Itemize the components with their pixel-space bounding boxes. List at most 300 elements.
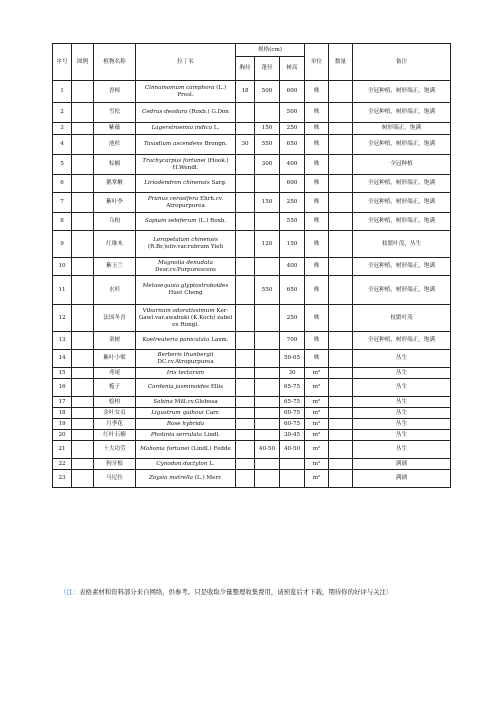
cell-dbh	[236, 123, 255, 135]
cell-dbh	[236, 193, 255, 213]
cell-crown	[255, 258, 280, 276]
cell-height: 700	[280, 332, 305, 350]
table-row	[53, 81, 451, 103]
cell-latin-name	[136, 332, 236, 350]
table-row	[53, 441, 451, 459]
latin-binomial: Ligustrum quihoui	[151, 409, 204, 416]
latin-authority: Carr.	[205, 409, 220, 416]
cell-plant-name: 乌桕	[94, 213, 136, 231]
cell-seq: 20	[53, 430, 72, 441]
cell-crown: 300	[255, 155, 280, 175]
cell-remark: 全冠种植，树形端正，饱满	[353, 276, 451, 305]
cell-legend	[72, 459, 94, 470]
cell-dbh	[236, 175, 255, 193]
cell-legend	[72, 193, 94, 213]
cell-legend	[72, 213, 94, 231]
cell-unit: 株	[305, 276, 329, 305]
cell-unit: 株	[305, 155, 329, 175]
cell-dbh	[236, 258, 255, 276]
table-row	[53, 430, 451, 441]
cell-unit: m²	[305, 397, 329, 408]
latin-binomial: Photinia serrulata	[150, 431, 203, 438]
latin-authority: Laxm.	[211, 337, 229, 343]
cell-latin-name	[136, 430, 236, 441]
cell-crown	[255, 397, 280, 408]
cell-height: 650	[280, 276, 305, 305]
latin-authority: Lindl.	[203, 431, 221, 438]
cell-remark: 丛生	[353, 379, 451, 397]
cell-height: 60-75	[280, 419, 305, 430]
cell-plant-name: 香樟	[94, 81, 136, 103]
cell-unit: m²	[305, 368, 329, 379]
cell-plant-name: 马尼拉	[94, 470, 136, 488]
cell-legend	[72, 368, 94, 379]
table-row	[53, 305, 451, 332]
cell-height: 400	[280, 155, 305, 175]
table-row	[53, 213, 451, 231]
table-row	[53, 276, 451, 305]
cell-remark: 丛生	[353, 430, 451, 441]
cell-dbh	[236, 441, 255, 459]
table-row	[53, 470, 451, 488]
header-dbh: 胸径	[236, 57, 255, 81]
cell-dbh	[236, 419, 255, 430]
cell-unit: 株	[305, 135, 329, 155]
cell-remark: 丛生	[353, 350, 451, 368]
cell-plant-name: 法国冬青	[94, 305, 136, 332]
header-height: 树高	[280, 57, 305, 81]
cell-legend	[72, 231, 94, 258]
footnote-close: ）	[385, 588, 393, 596]
cell-plant-name: 雪松	[94, 103, 136, 123]
cell-dbh: 30	[236, 135, 255, 155]
table-row	[53, 419, 451, 430]
cell-seq: 8	[53, 213, 72, 231]
cell-qty	[329, 175, 353, 193]
cell-remark: 树形端正，饱满	[353, 123, 451, 135]
latin-authority: Brongn.	[204, 141, 228, 147]
cell-plant-name: 红叶石楠	[94, 430, 136, 441]
cell-height: 250	[280, 193, 305, 213]
cell-height: 60-75	[280, 408, 305, 419]
cell-latin-name	[136, 368, 236, 379]
cell-crown: 500	[255, 81, 280, 103]
header-legend: 图例	[72, 44, 94, 81]
cell-crown	[255, 408, 280, 419]
cell-qty	[329, 470, 353, 488]
cell-unit: m²	[305, 441, 329, 459]
cell-crown: 550	[255, 135, 280, 155]
latin-authority: Huet Cheng	[168, 290, 203, 296]
table-row	[53, 155, 451, 175]
table-row	[53, 459, 451, 470]
cell-height: 650	[280, 135, 305, 155]
table-row	[53, 103, 451, 123]
cell-latin-name	[136, 379, 236, 397]
cell-latin-name	[136, 459, 236, 470]
latin-authority: (L.) Presl.	[177, 84, 227, 98]
cell-crown: 150	[255, 193, 280, 213]
cell-legend	[72, 103, 94, 123]
cell-qty	[329, 459, 353, 470]
header-unit: 单位	[305, 44, 329, 81]
cell-crown	[255, 213, 280, 231]
cell-qty	[329, 276, 353, 305]
cell-latin-name	[136, 258, 236, 276]
footnote-label: 注：	[66, 588, 80, 596]
cell-dbh	[236, 397, 255, 408]
cell-height: 600	[280, 175, 305, 193]
cell-qty	[329, 332, 353, 350]
cell-seq: 11	[53, 276, 72, 305]
cell-unit: m²	[305, 459, 329, 470]
cell-latin-name	[136, 397, 236, 408]
cell-qty	[329, 350, 353, 368]
latin-binomial: Prunus cerasifera	[147, 195, 199, 202]
cell-remark: 全冠种植，树形端正，饱满	[353, 213, 451, 231]
cell-unit: 株	[305, 81, 329, 103]
latin-authority: (Hook.) H.Wendl.	[172, 157, 229, 171]
cell-latin-name	[136, 135, 236, 155]
cell-height: 500	[280, 103, 305, 123]
latin-authority: Sarg.	[211, 180, 227, 186]
cell-qty	[329, 419, 353, 430]
latin-binomial: Liriodendron chinensis	[144, 180, 210, 186]
cell-unit: m²	[305, 408, 329, 419]
cell-height: 30-45	[280, 430, 305, 441]
cell-seq: 23	[53, 470, 72, 488]
cell-remark: 全冠种植，树形端正，饱满	[353, 103, 451, 123]
cell-legend	[72, 276, 94, 305]
cell-remark: 丛生	[353, 408, 451, 419]
cell-crown	[255, 368, 280, 379]
latin-binomial: Rose hybrida	[166, 420, 205, 427]
cell-plant-name: 桧柏	[94, 397, 136, 408]
cell-legend	[72, 397, 94, 408]
cell-qty	[329, 193, 353, 213]
cell-qty	[329, 123, 353, 135]
cell-crown	[255, 419, 280, 430]
cell-latin-name	[136, 419, 236, 430]
latin-binomial: Berberis thunbergii	[157, 351, 214, 358]
cell-remark: 满铺	[353, 470, 451, 488]
cell-plant-name: 鸢尾	[94, 368, 136, 379]
cell-plant-name: 紫玉兰	[94, 258, 136, 276]
cell-seq: 15	[53, 368, 72, 379]
latin-authority: Ker-Gawl.var.awabuki (K.Koch) zabel ex Rungl.	[138, 307, 233, 328]
table-row	[53, 175, 451, 193]
cell-height: 65-75	[280, 397, 305, 408]
cell-seq: 9	[53, 231, 72, 258]
cell-crown	[255, 103, 280, 123]
table-row	[53, 231, 451, 258]
cell-qty	[329, 397, 353, 408]
cell-dbh	[236, 350, 255, 368]
cell-remark: 全冠种植，树形端正，饱满	[353, 135, 451, 155]
cell-unit: 株	[305, 175, 329, 193]
latin-authority: (L.) Merr.	[194, 475, 222, 481]
cell-legend	[72, 379, 94, 397]
latin-binomial: Magnolia denudata	[158, 259, 213, 266]
cell-dbh	[236, 213, 255, 231]
cell-crown: 120	[255, 231, 280, 258]
cell-plant-name: 紫叶李	[94, 193, 136, 213]
latin-binomial: Trachycarpus fortunei	[142, 157, 206, 164]
cell-plant-name: 金叶女贞	[94, 408, 136, 419]
cell-plant-name: 池杉	[94, 135, 136, 155]
cell-height: 600	[280, 81, 305, 103]
cell-dbh: 18	[236, 81, 255, 103]
header-seq: 序号	[53, 44, 72, 81]
cell-legend	[72, 81, 94, 103]
header-remark: 备注	[353, 44, 451, 81]
cell-crown: 40-50	[255, 441, 280, 459]
latin-binomial: Cedrus deodara	[142, 109, 188, 115]
cell-plant-name: 月季花	[94, 419, 136, 430]
cell-remark: 全冠种植，树形端正，饱满	[353, 81, 451, 103]
cell-plant-name: 狗牙根	[94, 459, 136, 470]
cell-remark: 全冠种植，树形端正，饱满	[353, 258, 451, 276]
cell-crown: 550	[255, 276, 280, 305]
cell-dbh	[236, 408, 255, 419]
cell-remark: 满铺	[353, 459, 451, 470]
cell-remark: 全冠种植，树形端正，饱满	[353, 332, 451, 350]
cell-unit: 株	[305, 350, 329, 368]
cell-latin-name	[136, 441, 236, 459]
cell-unit: 株	[305, 103, 329, 123]
cell-qty	[329, 81, 353, 103]
cell-dbh	[236, 231, 255, 258]
latin-authority: (L.) Roxb.	[198, 218, 227, 224]
cell-seq: 10	[53, 258, 72, 276]
cell-plant-name: 栾树	[94, 332, 136, 350]
footnote	[60, 588, 460, 596]
cell-latin-name	[136, 213, 236, 231]
cell-seq: 5	[53, 155, 72, 175]
cell-latin-name	[136, 350, 236, 368]
cell-latin-name	[136, 193, 236, 213]
cell-seq: 17	[53, 397, 72, 408]
cell-latin-name	[136, 408, 236, 419]
cell-height: 250	[280, 123, 305, 135]
cell-qty	[329, 430, 353, 441]
header-latin-name: 拉丁名	[136, 44, 236, 81]
cell-dbh	[236, 379, 255, 397]
cell-qty	[329, 258, 353, 276]
cell-qty	[329, 213, 353, 231]
cell-unit: m²	[305, 379, 329, 397]
cell-crown: 150	[255, 123, 280, 135]
table-row	[53, 332, 451, 350]
cell-seq: 3	[53, 123, 72, 135]
cell-latin-name	[136, 175, 236, 193]
cell-dbh	[236, 430, 255, 441]
cell-legend	[72, 175, 94, 193]
cell-dbh	[236, 470, 255, 488]
cell-height: 250	[280, 305, 305, 332]
cell-unit: 株	[305, 332, 329, 350]
cell-seq: 6	[53, 175, 72, 193]
cell-legend	[72, 135, 94, 155]
latin-binomial: Zoysia matrella	[149, 475, 193, 481]
cell-unit: m²	[305, 430, 329, 441]
latin-binomial: Koelreuteria paniculata	[142, 337, 210, 343]
latin-binomial: Sapium sebiferum	[144, 218, 197, 224]
cell-crown	[255, 430, 280, 441]
cell-plant-name: 鹅掌楸	[94, 175, 136, 193]
cell-crown	[255, 332, 280, 350]
cell-remark: 枝繁叶茂，丛生	[353, 231, 451, 258]
cell-unit: 株	[305, 231, 329, 258]
cell-height: 40-50	[280, 441, 305, 459]
latin-binomial: Sabina	[153, 398, 173, 405]
latin-binomial: Cardenia jasminoides	[147, 384, 210, 390]
latin-authority: L.	[209, 460, 215, 467]
cell-dbh	[236, 459, 255, 470]
latin-authority: Desr.cv.Purpurescens	[155, 266, 216, 273]
cell-seq: 22	[53, 459, 72, 470]
cell-plant-name: 十大功劳	[94, 441, 136, 459]
table-row	[53, 350, 451, 368]
footnote-open: （	[60, 588, 67, 596]
latin-authority: (R.Br.)oliv.var.rubrum Yieh	[147, 244, 224, 250]
cell-legend	[72, 470, 94, 488]
cell-qty	[329, 408, 353, 419]
cell-unit: m²	[305, 419, 329, 430]
cell-qty	[329, 379, 353, 397]
cell-qty	[329, 231, 353, 258]
cell-height: 50-65	[280, 350, 305, 368]
table-row	[53, 379, 451, 397]
cell-latin-name	[136, 103, 236, 123]
cell-crown	[255, 175, 280, 193]
cell-qty	[329, 305, 353, 332]
cell-seq: 18	[53, 408, 72, 419]
plant-table	[52, 43, 451, 488]
cell-seq: 14	[53, 350, 72, 368]
cell-latin-name	[136, 155, 236, 175]
table-row	[53, 123, 451, 135]
cell-seq: 1	[53, 81, 72, 103]
cell-legend	[72, 430, 94, 441]
cell-dbh	[236, 332, 255, 350]
cell-legend	[72, 441, 94, 459]
cell-dbh	[236, 103, 255, 123]
latin-authority: DC.cv.Atropurpurea	[157, 358, 214, 365]
cell-height: 400	[280, 258, 305, 276]
latin-binomial: Metasequoia glyptostroboides	[142, 283, 229, 289]
cell-seq: 19	[53, 419, 72, 430]
cell-qty	[329, 155, 353, 175]
cell-latin-name	[136, 276, 236, 305]
latin-authority: (Lindl.) Fedde	[191, 446, 231, 452]
cell-dbh	[236, 276, 255, 305]
cell-legend	[72, 419, 94, 430]
latin-binomial: Viburnum odoratissimum	[142, 307, 215, 314]
cell-legend	[72, 258, 94, 276]
footnote-text: 表格素材和资料部分来自网络，供参考。只是收取少量整理收集费用，请预览后才下载，期待你的好评与关注	[79, 588, 386, 596]
cell-remark: 丛生	[353, 419, 451, 430]
cell-seq: 21	[53, 441, 72, 459]
latin-authority: Ellis	[210, 384, 224, 390]
header-qty: 数量	[329, 44, 353, 81]
latin-authority: L.	[213, 125, 220, 131]
cell-crown	[255, 470, 280, 488]
cell-seq: 16	[53, 379, 72, 397]
cell-remark: 全冠种植	[353, 155, 451, 175]
cell-plant-name: 紫薇	[94, 123, 136, 135]
latin-authority: (Roxb.) G.Don	[189, 109, 229, 115]
cell-unit: 株	[305, 258, 329, 276]
cell-crown	[255, 459, 280, 470]
cell-remark: 全冠种植，树形端正，饱满	[353, 193, 451, 213]
header-spec: 规格(cm)	[236, 44, 305, 57]
cell-height	[280, 459, 305, 470]
cell-height: 30	[280, 368, 305, 379]
latin-binomial: Cynodon dactylon	[156, 460, 208, 467]
cell-qty	[329, 368, 353, 379]
latin-binomial: Cinnamomum camphora	[144, 84, 215, 91]
cell-plant-name: 棕榈	[94, 155, 136, 175]
latin-binomial: Taxodium ascendens	[143, 141, 203, 147]
cell-seq: 7	[53, 193, 72, 213]
table-row	[53, 258, 451, 276]
cell-seq: 2	[53, 103, 72, 123]
cell-dbh	[236, 155, 255, 175]
cell-height: 65-75	[280, 379, 305, 397]
latin-binomial: Loropetalum chinensis	[153, 237, 218, 243]
cell-remark: 丛生	[353, 397, 451, 408]
cell-latin-name	[136, 305, 236, 332]
cell-height	[280, 470, 305, 488]
latin-binomial: Mahonia fortunei	[140, 446, 190, 452]
latin-binomial: Lagerstroemia indica	[151, 125, 213, 131]
cell-legend	[72, 155, 94, 175]
latin-authority: Ehrh.cv. Atropurpurea	[166, 195, 224, 209]
cell-plant-name: 水杉	[94, 276, 136, 305]
cell-qty	[329, 103, 353, 123]
latin-binomial: Iris tectorum	[166, 369, 205, 376]
table-row	[53, 135, 451, 155]
cell-height: 150	[280, 231, 305, 258]
cell-dbh	[236, 368, 255, 379]
cell-latin-name	[136, 231, 236, 258]
cell-height: 550	[280, 213, 305, 231]
cell-legend	[72, 123, 94, 135]
cell-latin-name	[136, 81, 236, 103]
cell-remark: 丛生	[353, 368, 451, 379]
cell-unit: 株	[305, 213, 329, 231]
cell-seq: 12	[53, 305, 72, 332]
table-row	[53, 408, 451, 419]
cell-legend	[72, 305, 94, 332]
cell-unit: 株	[305, 123, 329, 135]
cell-seq: 4	[53, 135, 72, 155]
cell-plant-name: 红继木	[94, 231, 136, 258]
cell-legend	[72, 408, 94, 419]
cell-crown	[255, 379, 280, 397]
cell-unit: 株	[305, 193, 329, 213]
cell-remark: 枝繁叶茂	[353, 305, 451, 332]
header-crown: 蓬径	[255, 57, 280, 81]
cell-legend	[72, 332, 94, 350]
cell-unit: m²	[305, 470, 329, 488]
header-plant-name: 植物名称	[94, 44, 136, 81]
cell-dbh	[236, 305, 255, 332]
cell-crown	[255, 350, 280, 368]
cell-plant-name: 紫叶小檗	[94, 350, 136, 368]
cell-legend	[72, 350, 94, 368]
